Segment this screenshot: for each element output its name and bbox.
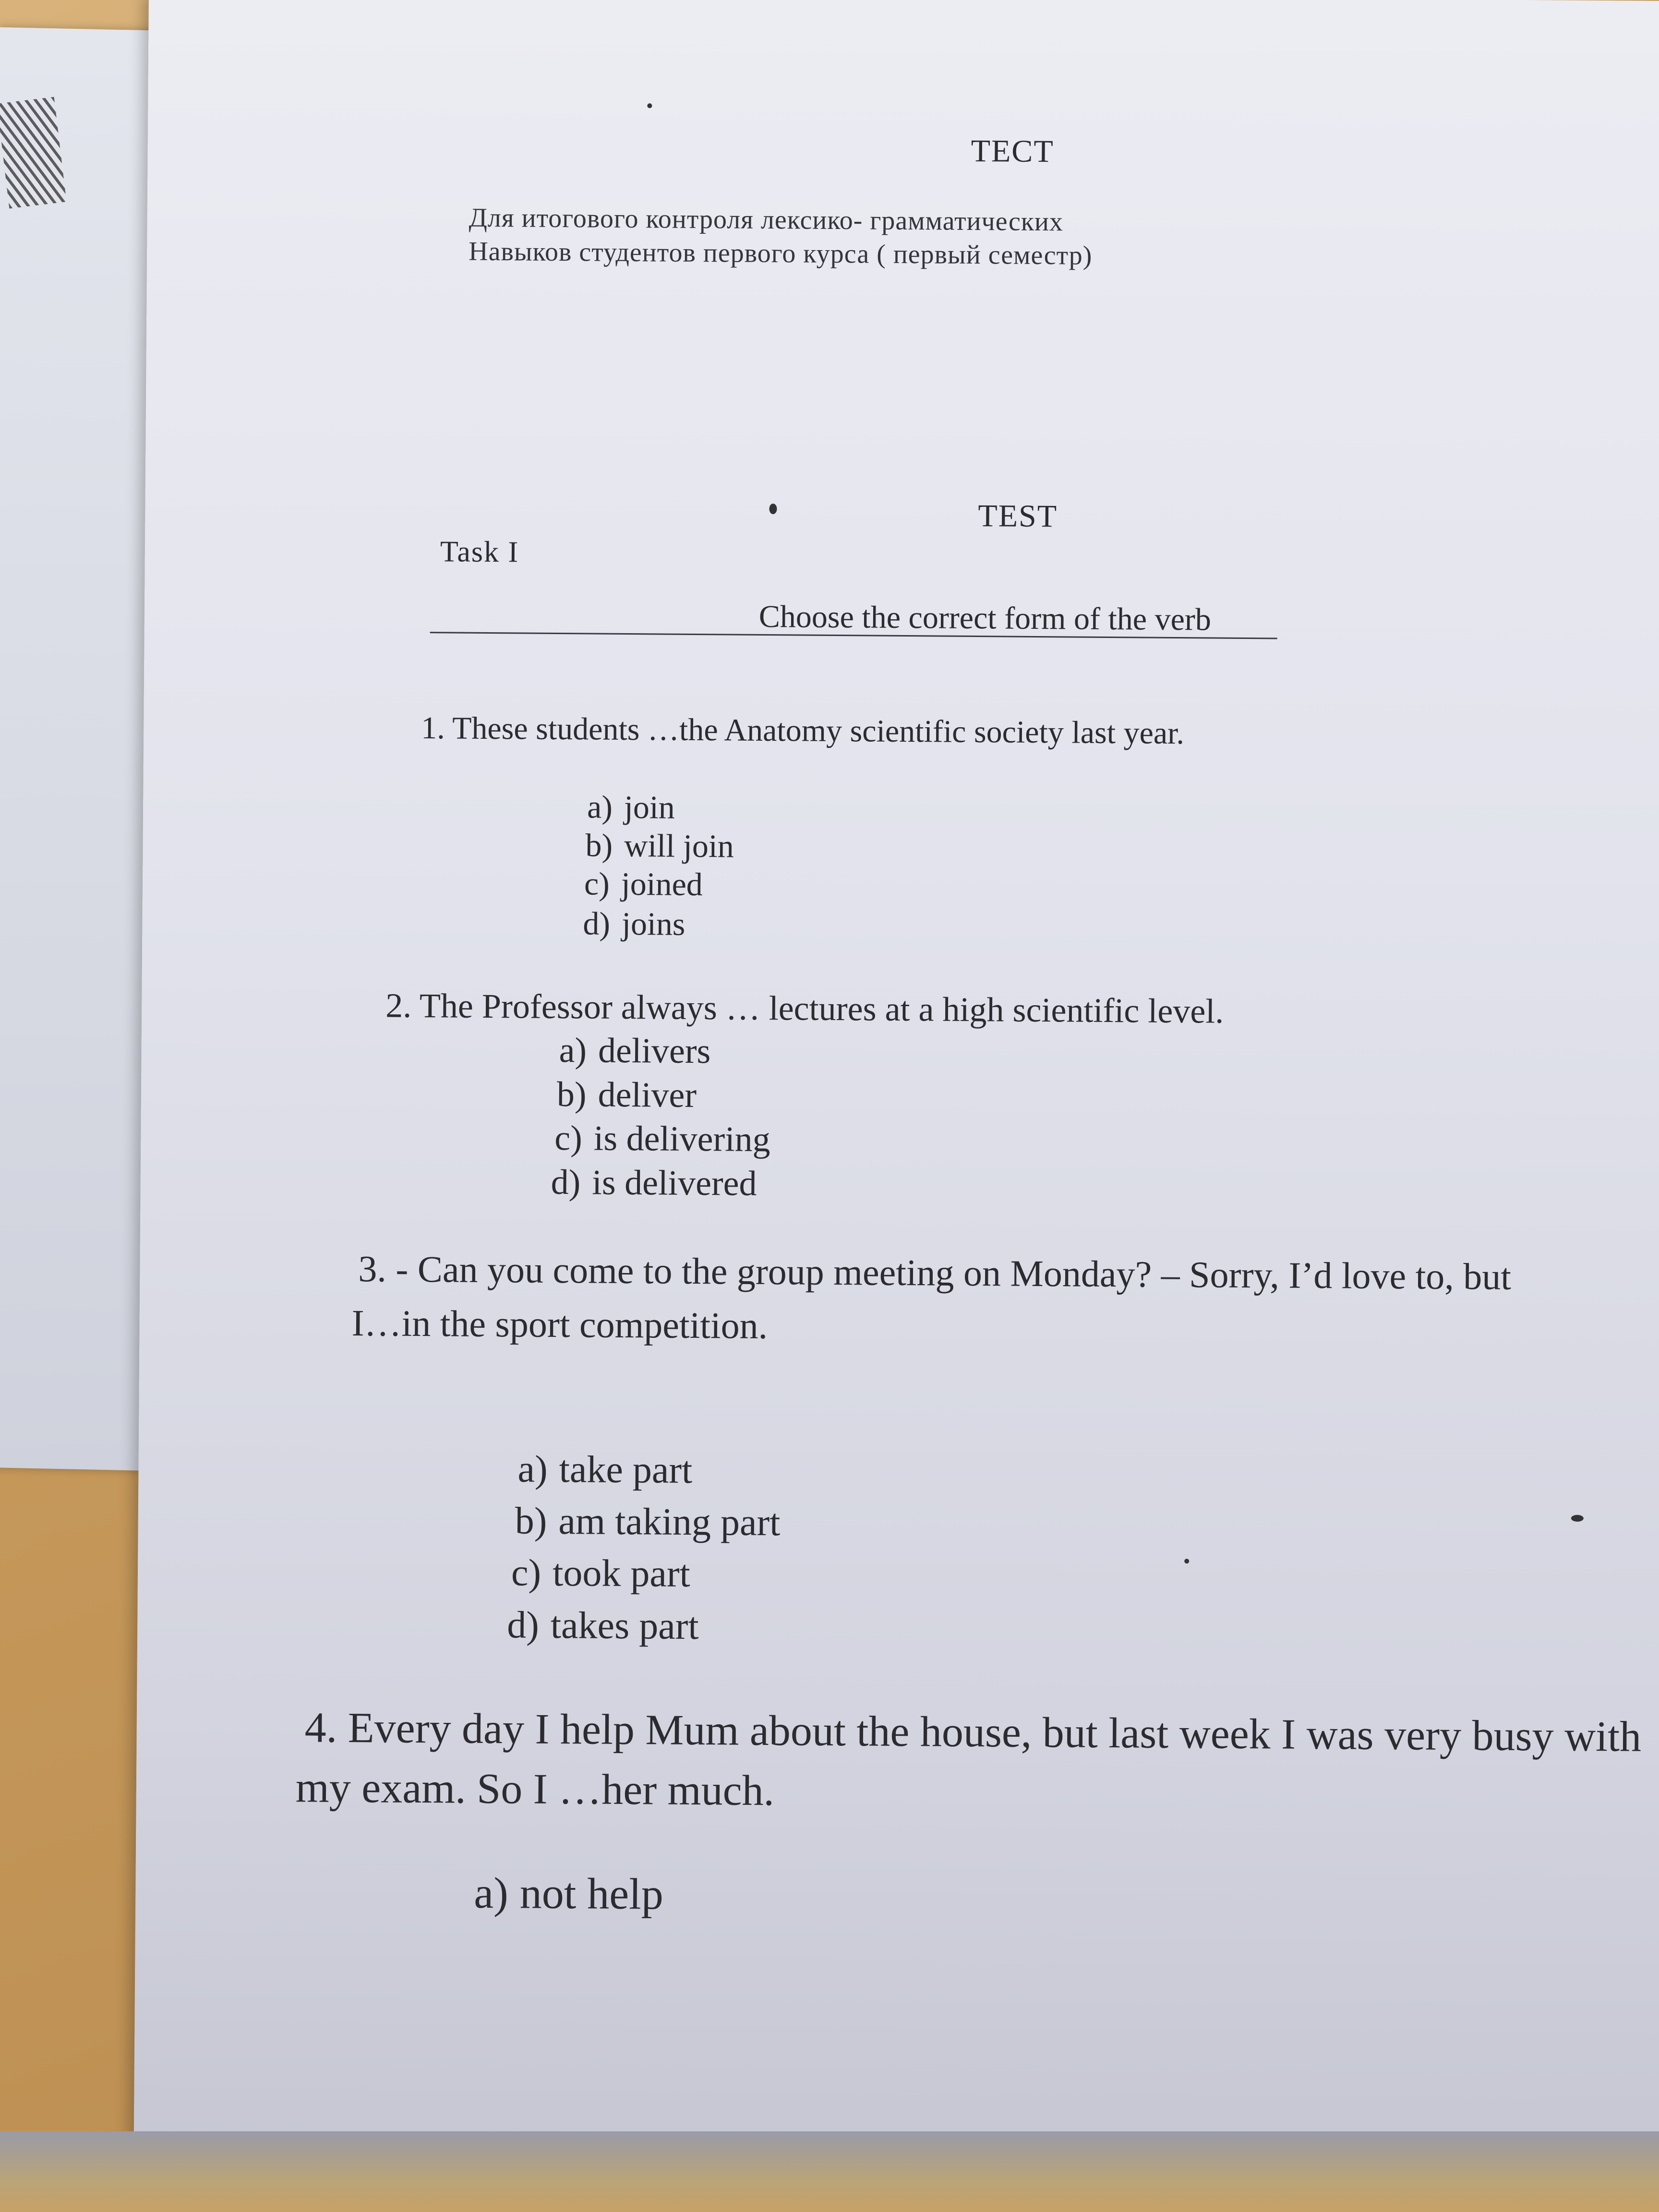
question-2-text: 2. The Professor always … lectures at a high scientific level.: [385, 986, 1224, 1031]
option-text: took part: [552, 1551, 691, 1595]
option-letter: d): [506, 1604, 540, 1647]
option-text: joined: [621, 865, 703, 903]
option-text: will join: [624, 827, 734, 865]
option-letter: a): [587, 788, 613, 825]
option-letter: b): [585, 827, 613, 864]
question-3-option-a: [517, 1447, 692, 1492]
option-text: deliver: [598, 1075, 697, 1116]
question-2-option-a: [559, 1030, 710, 1072]
pen-scribble: [0, 97, 67, 209]
title-russian: ТЕСТ: [971, 133, 1054, 169]
subtitle-line-1: Для итогового контроля лексико- грамматических: [469, 203, 1064, 237]
question-3-text-line-1: 3. - Can you come to the group meeting on Monday? – Sorry, I’d love to, but: [358, 1248, 1512, 1298]
option-letter: d): [551, 1162, 581, 1202]
option-letter: a): [473, 1868, 509, 1918]
task-label: Task I: [440, 535, 519, 569]
question-4-option-a: [474, 1867, 663, 1920]
option-text: am taking part: [558, 1500, 781, 1544]
question-1-option-d: [583, 904, 685, 943]
option-text: take part: [559, 1448, 693, 1491]
question-1-option-b: [585, 826, 734, 865]
ink-speck: [1184, 1559, 1189, 1563]
option-letter: c): [584, 865, 610, 902]
task-instruction: Choose the correct form of the verb: [758, 599, 1212, 637]
ink-speck: [1571, 1515, 1584, 1522]
option-letter: b): [556, 1074, 587, 1115]
ink-speck: [769, 504, 777, 514]
question-4-text-line-2: my exam. So I …her much.: [295, 1764, 775, 1815]
question-1-option-a: [587, 788, 675, 826]
option-letter: c): [511, 1551, 541, 1594]
option-text: is delivering: [593, 1118, 770, 1160]
option-letter: b): [515, 1500, 547, 1542]
question-2-option-b: [557, 1074, 697, 1116]
option-text: is delivered: [592, 1163, 757, 1203]
option-letter: d): [583, 905, 611, 942]
test-sheet: [134, 0, 1659, 2152]
option-text: not help: [519, 1868, 664, 1919]
desk-edge: [0, 2131, 1659, 2212]
question-3-text-line-2: I…in the sport competition.: [351, 1302, 768, 1347]
option-letter: a): [517, 1448, 548, 1491]
option-text: join: [624, 788, 675, 826]
question-3-option-d: [507, 1603, 699, 1648]
option-text: takes part: [550, 1604, 699, 1648]
ink-speck: [647, 103, 652, 108]
subtitle-line-2: Навыков студентов первого курса ( первый семестр): [469, 236, 1093, 271]
option-letter: c): [554, 1118, 583, 1158]
question-3-option-c: [511, 1551, 690, 1596]
question-1-option-c: [584, 865, 703, 903]
question-3-option-b: [515, 1499, 780, 1545]
option-text: delivers: [598, 1031, 711, 1071]
question-2-option-d: [551, 1162, 757, 1204]
title-english: TEST: [978, 498, 1058, 534]
question-2-option-c: [554, 1118, 770, 1160]
option-letter: a): [559, 1031, 587, 1070]
question-4-text-line-1: 4. Every day I help Mum about the house, but last week I was very busy with: [304, 1704, 1642, 1761]
question-1-text: 1. These students …the Anatomy scientific society last year.: [421, 710, 1185, 751]
option-text: joins: [621, 905, 685, 942]
